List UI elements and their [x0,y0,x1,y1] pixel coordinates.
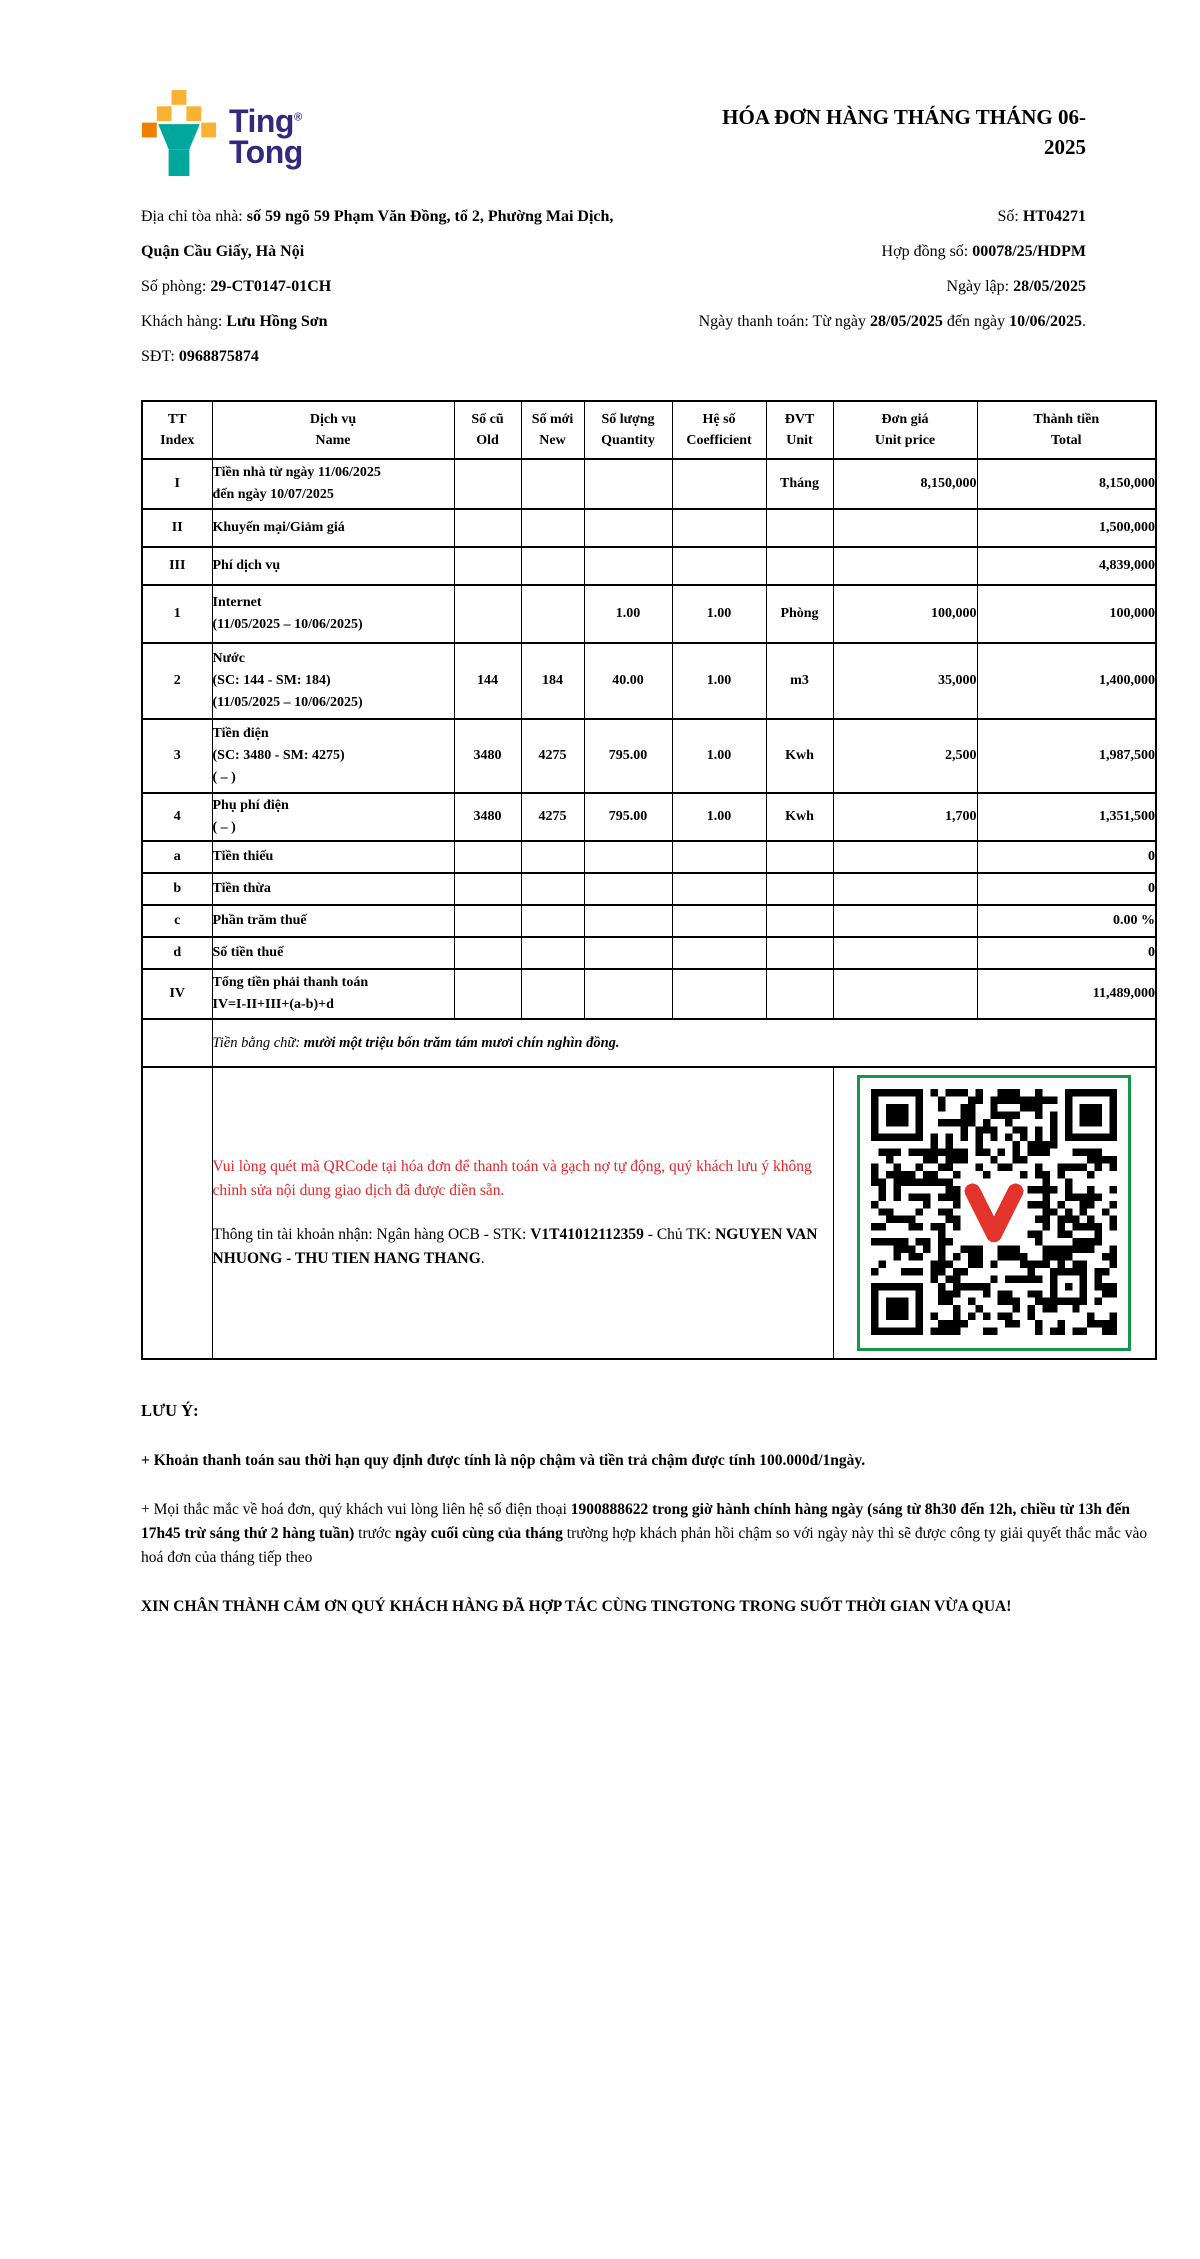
table-row [142,509,1156,547]
column-header: Đơn giá Unit price [833,401,977,459]
table-cell [584,459,672,509]
table-cell: 2,500 [833,719,977,793]
table-cell: 1,987,500 [977,719,1156,793]
text-part: Ngày thanh toán: Từ ngày [698,313,871,330]
table-cell: Tổng tiền phải thanh toán IV=I-II+III+(a-b)+d [212,969,454,1019]
text-part: 10/06/2025 [1009,313,1082,330]
text-part: Lưu Hồng Sơn [226,313,328,330]
text-line [646,234,1086,269]
table-cell: 8,150,000 [977,459,1156,509]
column-header: Số mới New [521,401,584,459]
amount-in-words: Tiền bằng chữ: mười một triệu bốn trăm tám mươi chín nghìn đồng. [212,1019,1156,1067]
table-cell [584,841,672,873]
table-cell [454,873,521,905]
table-cell [672,547,766,585]
table-cell: Tiền nhà từ ngày 11/06/2025 đến ngày 10/07/2025 [212,459,454,509]
table-cell: 4275 [521,719,584,793]
invoice-title: HÓA ĐƠN HÀNG THÁNG THÁNG 06-2025 [722,105,1086,160]
table-cell [766,509,833,547]
text-line [141,1449,1155,1473]
text-part: + Khoản thanh toán sau thời hạn quy định được tính là nộp chậm và tiền trả chậm được tính 100.000đ/1ngày. [141,1451,866,1469]
table-cell [521,509,584,547]
table-cell: 4,839,000 [977,547,1156,585]
table-cell [454,459,521,509]
table-cell [672,873,766,905]
table-cell [833,937,977,969]
table-row [142,969,1156,1019]
tingtong-logo-text: Ting® Tong [229,103,303,171]
text-line [141,269,646,304]
table-cell: a [142,841,212,873]
table-cell: 2 [142,643,212,719]
table-cell: 35,000 [833,643,977,719]
column-header: Số lượng Quantity [584,401,672,459]
table-cell: 184 [521,643,584,719]
table-cell [454,905,521,937]
text-part: Số: [997,208,1023,225]
text-part: HT04271 [1022,208,1086,225]
table-cell: 40.00 [584,643,672,719]
text-part: ngày cuối cùng của tháng [394,1524,563,1542]
table-cell [672,459,766,509]
table-cell: Internet (11/05/2025 – 10/06/2025) [212,585,454,643]
text-line [141,339,646,374]
text-part: đến ngày [942,313,1010,330]
table-cell: Phụ phí điện ( – ) [212,793,454,841]
table-cell: Khuyến mại/Giảm giá [212,509,454,547]
table-cell [833,873,977,905]
table-cell [454,585,521,643]
table-cell [766,873,833,905]
table-cell [454,509,521,547]
table-cell: Tiền điện (SC: 3480 - SM: 4275) ( – ) [212,719,454,793]
table-cell: 795.00 [584,793,672,841]
table-row [142,643,1156,719]
table-cell: 3480 [454,719,521,793]
table-cell: 11,489,000 [977,969,1156,1019]
table-cell: 0 [977,937,1156,969]
text-part: 00078/25/HDPM [972,243,1086,260]
table-cell: m3 [766,643,833,719]
table-cell: d [142,937,212,969]
column-header: Dịch vụ Name [212,401,454,459]
table-cell: Tiền thiếu [212,841,454,873]
table-row [142,547,1156,585]
table-cell: IV [142,969,212,1019]
qr-code-icon [857,1075,1131,1351]
table-cell [584,969,672,1019]
table-row [142,873,1156,905]
text-part: - Chủ TK: [643,1226,716,1243]
text-part: Thông tin tài khoản nhận: Ngân hàng OCB - STK: [212,1226,531,1243]
text-line [646,199,1086,234]
table-cell [584,937,672,969]
table-cell: Phần trăm thuế [212,905,454,937]
table-cell: 1.00 [672,643,766,719]
table-row [142,793,1156,841]
table-cell [833,547,977,585]
text-part: + Mọi thắc mắc về hoá đơn, quý khách vui lòng liên hệ số điện thoại [141,1500,571,1518]
table-cell [766,937,833,969]
invoice-meta [646,199,1086,374]
text-part: Khách hàng: [141,313,227,330]
text-part: 28/05/2025 [1013,278,1086,295]
text-part: 0968875874 [178,348,259,365]
table-cell [584,509,672,547]
table-cell [454,841,521,873]
text-part: SĐT: [141,348,179,365]
table-cell: 0 [977,873,1156,905]
table-cell: 3480 [454,793,521,841]
header [141,0,1155,181]
tingtong-logo-icon [141,90,217,181]
table-cell [142,1019,212,1067]
text-line [141,304,646,339]
qr-notice-text: Vui lòng quét mã QRCode tại hóa đơn để thanh toán và gạch nợ tự động, quý khách lưu ý không chỉnh sửa nội dung giao dịch đã được điền sẵn. [212,1157,812,1199]
thanks-message: XIN CHÂN THÀNH CẢM ƠN QUÝ KHÁCH HÀNG ĐÃ HỢP TÁC CÙNG TINGTONG TRONG SUỐT THỜI GIAN VỪA QUA! [141,1597,1012,1615]
table-cell [766,547,833,585]
table-cell [766,841,833,873]
table-cell: 1.00 [672,585,766,643]
table-cell: Kwh [766,719,833,793]
table-cell: III [142,547,212,585]
table-cell: Phòng [766,585,833,643]
table-row [142,585,1156,643]
text-line [646,304,1086,339]
table-cell [521,937,584,969]
account-info [213,1223,833,1271]
info-section [141,199,1155,374]
table-cell: I [142,459,212,509]
table-cell: 1.00 [584,585,672,643]
text-part: 29-CT0147-01CH [210,278,332,295]
table-cell: 8,150,000 [833,459,977,509]
table-cell: 795.00 [584,719,672,793]
table-cell [672,905,766,937]
table-cell: 1.00 [672,719,766,793]
table-cell [833,969,977,1019]
text-line [141,199,646,269]
text-part: Hợp đồng số: [881,243,973,260]
text-line [141,1498,1155,1570]
text-part: V1T41012112359 [530,1226,644,1243]
table-cell [521,905,584,937]
table-cell: Nước (SC: 144 - SM: 184) (11/05/2025 – 10/06/2025) [212,643,454,719]
table-cell [766,969,833,1019]
table-cell [454,937,521,969]
column-header: Số cũ Old [454,401,521,459]
column-header: Hệ số Coefficient [672,401,766,459]
table-cell: 1,351,500 [977,793,1156,841]
table-row [142,719,1156,793]
table-header [142,401,1156,459]
text-part: 1900888622 trong giờ hành chính hàng ngày (sáng từ 8h30 đến 12h, chiều từ 13h đến 17h45 trừ sáng thứ 2 hàng tuần) [141,1500,1130,1542]
table-cell: 144 [454,643,521,719]
text-part: Địa chỉ tòa nhà: [141,208,247,225]
text-part: trước [354,1524,395,1542]
text-part: số 59 ngõ 59 Phạm Văn Đồng, tổ 2, Phường Mai Dịch, Quận Cầu Giấy, Hà Nội [141,208,614,260]
table-header-row [142,401,1156,459]
table-cell: 1,400,000 [977,643,1156,719]
table-row [142,905,1156,937]
qr-code-cell [833,1067,1156,1359]
table-cell [521,547,584,585]
customer-info [141,199,646,374]
table-cell: Tiền thừa [212,873,454,905]
table-cell [833,905,977,937]
tingtong-logo [141,90,303,181]
table-cell: II [142,509,212,547]
payment-instructions [212,1067,833,1359]
table-cell: 1 [142,585,212,643]
column-header: TT Index [142,401,212,459]
table-cell [521,873,584,905]
table-row [142,937,1156,969]
table-cell: Phí dịch vụ [212,547,454,585]
table-cell: 3 [142,719,212,793]
text-part: . [480,1250,485,1268]
table-cell: Kwh [766,793,833,841]
table-cell: b [142,873,212,905]
table-cell [672,937,766,969]
text-part: NGUYEN VAN NHUONG - THU TIEN HANG THANG [212,1226,818,1268]
column-header: ĐVT Unit [766,401,833,459]
notes-section [141,1398,1155,1619]
table-cell: 0 [977,841,1156,873]
invoice-table [141,400,1157,1360]
table-cell [142,1067,212,1359]
table-cell: Tháng [766,459,833,509]
table-cell [672,841,766,873]
table-cell [521,459,584,509]
table-cell [672,969,766,1019]
table-cell: 1,700 [833,793,977,841]
notes-list [141,1449,1155,1570]
text-part: Số phòng: [141,278,211,295]
text-part: Ngày lập: [946,278,1014,295]
table-cell: 0.00 % [977,905,1156,937]
table-cell: 1.00 [672,793,766,841]
table-cell: c [142,905,212,937]
registered-mark: ® [293,111,302,124]
table-row [142,841,1156,873]
table-cell: 4 [142,793,212,841]
table-cell [454,547,521,585]
table-cell: 100,000 [977,585,1156,643]
table-cell [521,841,584,873]
notes-heading: LƯU Ý: [141,1401,199,1420]
column-header: Thành tiền Total [977,401,1156,459]
table-cell: 4275 [521,793,584,841]
table-cell [521,585,584,643]
text-part: . [1082,313,1086,330]
table-cell: Số tiền thuế [212,937,454,969]
table-row [142,459,1156,509]
qr-row [142,1067,1156,1359]
table-cell [833,509,977,547]
text-line [646,269,1086,304]
table-cell: 1,500,000 [977,509,1156,547]
table-body [142,459,1156,1359]
table-cell [584,905,672,937]
table-cell [672,509,766,547]
text-part: 28/05/2025 [870,313,943,330]
table-cell [584,547,672,585]
table-cell [833,841,977,873]
text-part: trường hợp khách phản hồi chậm so với ngày này thì sẽ được công ty giải quyết thắc mắc vào hoá đơn của tháng tiếp theo [141,1524,1148,1566]
table-cell [454,969,521,1019]
amount-in-words-row [142,1019,1156,1067]
table-cell [521,969,584,1019]
table-cell [584,873,672,905]
table-cell [766,905,833,937]
table-cell: 100,000 [833,585,977,643]
